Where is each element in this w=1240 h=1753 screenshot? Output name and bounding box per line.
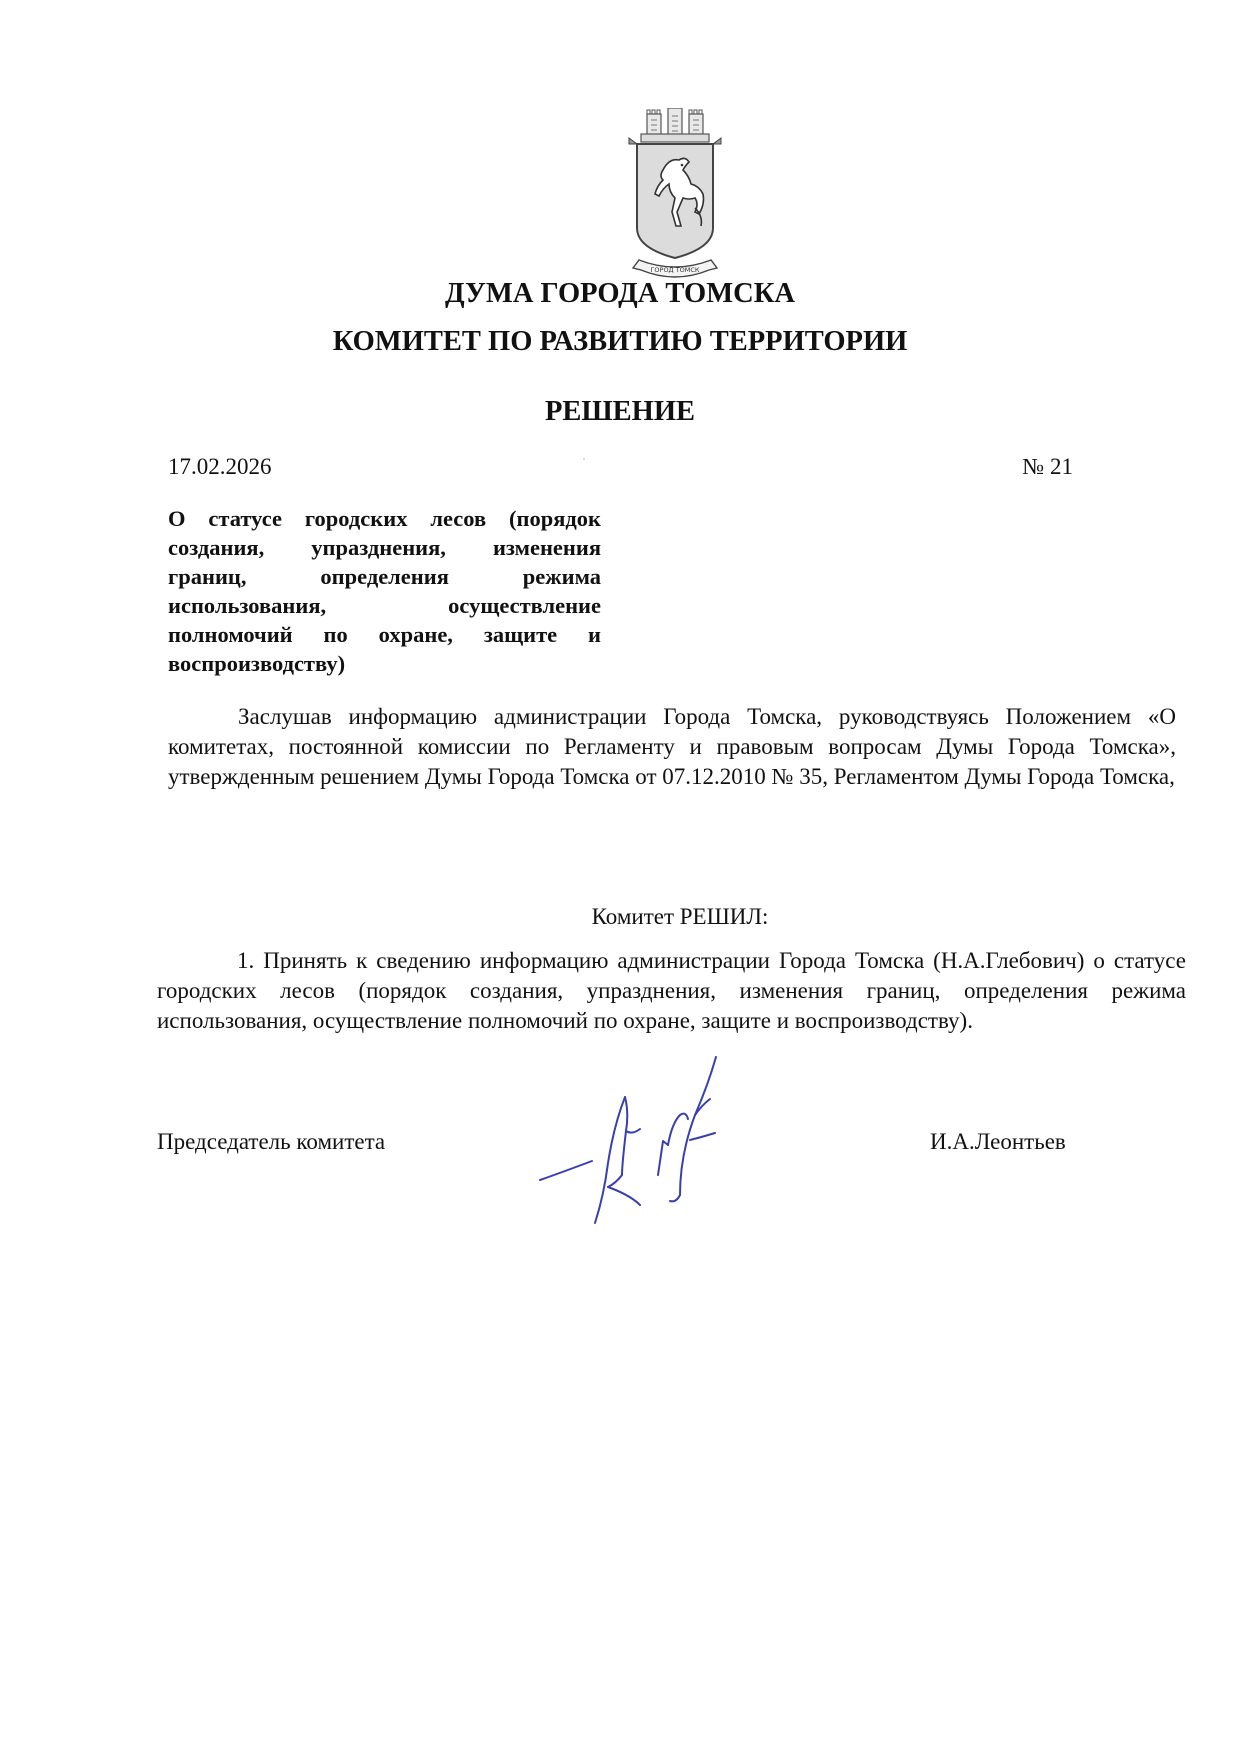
- coat-of-arms-icon: [625, 108, 725, 283]
- decision-number: № 21: [1022, 454, 1073, 479]
- svg-text:ГОРОД ТОМСК: ГОРОД ТОМСК: [650, 266, 700, 274]
- decision-subject: О статусе городских лесов (порядок создания, упразднения, изменения границ, определения режима использования, осуществление полномочий по охране, защите и воспроизводству): [168, 506, 601, 676]
- scan-artifact: [583, 458, 585, 460]
- document-type-title: РЕШЕНИЕ: [544, 396, 696, 427]
- committee-title: КОМИТЕТ ПО РАЗВИТИЮ ТЕРРИТОРИИ: [332, 326, 908, 357]
- signatory-name: И.А.Леонтьев: [930, 1129, 1066, 1154]
- resolution-heading: Комитет РЕШИЛ:: [591, 904, 769, 929]
- decision-date: 17.02.2026: [168, 454, 272, 479]
- signatory-position: Председатель комитета: [157, 1129, 386, 1154]
- handwritten-signature-icon: [530, 1045, 770, 1235]
- resolution-point: 1. Принять к сведению информацию администрации Города Томска (Н.А.Глебович) о статусе городских лесов (порядок создания, упразднения, изменения границ, определения режима использования, осуществление полномочий по охране, защите и воспроизводству).: [157, 948, 1186, 1033]
- preamble-paragraph: Заслушав информацию администрации Города Томска, руководствуясь Положением «О комитетах, постоянной комиссии по Регламенту и правовым вопросам Думы Города Томска», утвержденным решением Думы Города Томска от 07.12.2010 № 35, Регламентом Думы Города Томска,: [168, 704, 1176, 789]
- organization-title: ДУМА ГОРОДА ТОМСКА: [445, 278, 795, 309]
